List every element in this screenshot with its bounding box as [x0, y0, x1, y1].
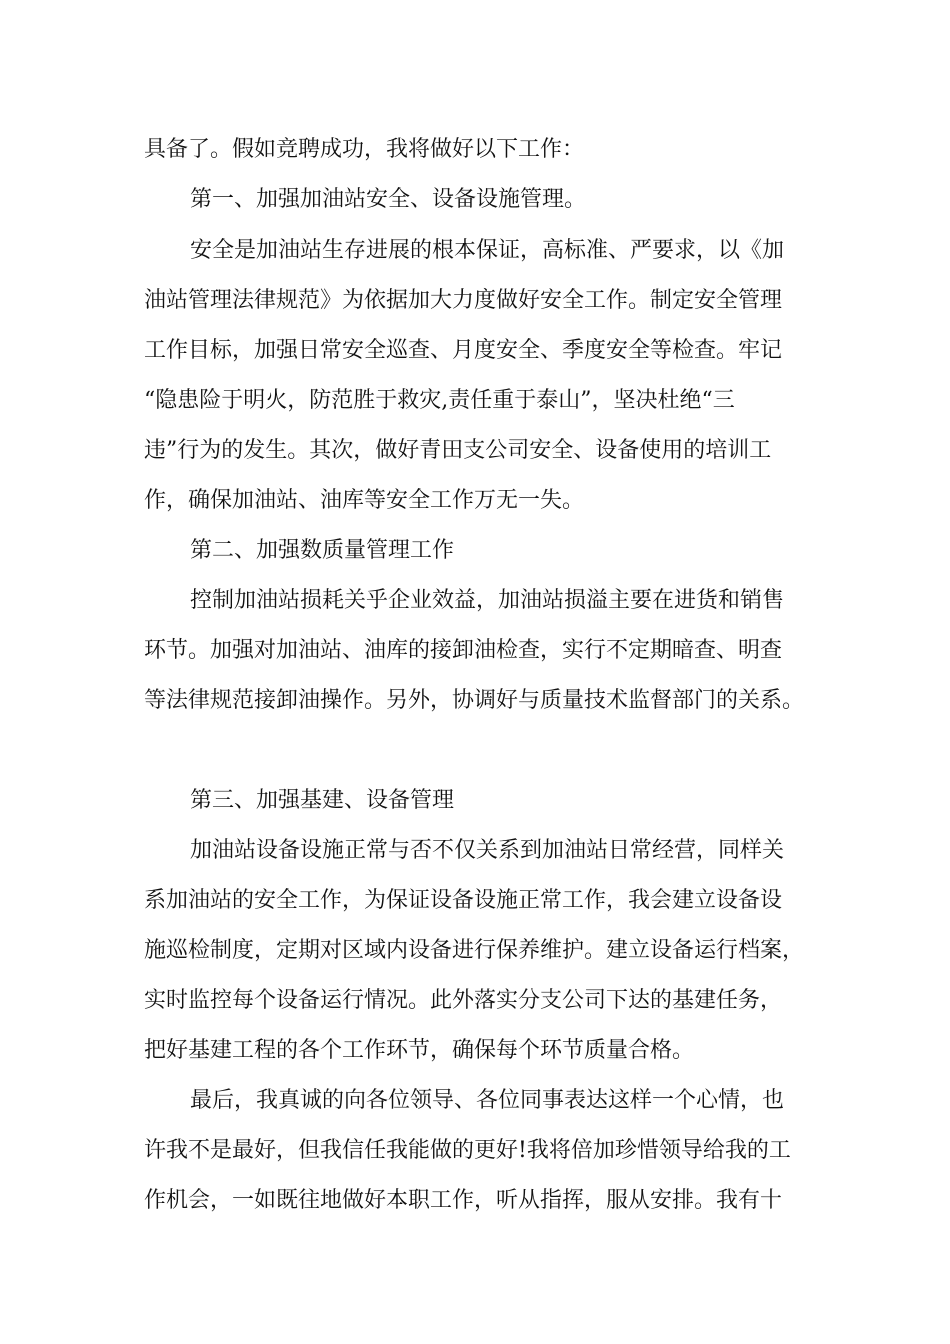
text-line: 加油站设备设施正常与否不仅关系到加油站日常经营，同样关 — [190, 838, 785, 863]
text-line: 工作目标，加强日常安全巡查、月度安全、季度安全等检查。牢记 — [144, 338, 783, 363]
section-heading: 第一、加强加油站安全、设备设施管理。 — [190, 187, 587, 212]
text-line: 作，确保加油站、油库等安全工作万无一失。 — [144, 488, 585, 513]
text-line: 施巡检制度，定期对区域内设备进行保养维护。建立设备运行档案， — [144, 938, 805, 963]
text-line: 安全是加油站生存进展的根本保证，高标准、严要求，以《加 — [190, 238, 785, 263]
section-heading: 第二、加强数质量管理工作 — [190, 538, 455, 563]
text-line: 等法律规范接卸油操作。另外，协调好与质量技术监督部门的关系。 — [144, 688, 805, 713]
text-line: 油站管理法律规范》为依据加大力度做好安全工作。制定安全管理 — [144, 288, 783, 313]
text-line: 具备了。假如竞聘成功，我将做好以下工作： — [144, 137, 585, 162]
text-line: “隐患险于明火，防范胜于救灾,责任重于泰山”，坚决杜绝“三 — [144, 388, 735, 413]
text-line: 实时监控每个设备运行情况。此外落实分支公司下达的基建任务， — [144, 988, 783, 1013]
text-line: 许我不是最好，但我信任我能做的更好!我将倍加珍惜领导给我的工 — [144, 1138, 791, 1163]
section-heading: 第三、加强基建、设备管理 — [190, 788, 455, 813]
text-line: 控制加油站损耗关乎企业效益，加油站损溢主要在进货和销售 — [190, 588, 785, 613]
text-line: 把好基建工程的各个工作环节，确保每个环节质量合格。 — [144, 1038, 695, 1063]
text-line: 违”行为的发生。其次，做好青田支公司安全、设备使用的培训工 — [144, 438, 772, 463]
text-line: 系加油站的安全工作，为保证设备设施正常工作，我会建立设备设 — [144, 888, 783, 913]
text-line: 环节。加强对加油站、油库的接卸油检查，实行不定期暗查、明查 — [144, 638, 783, 663]
text-line: 作机会，一如既往地做好本职工作，听从指挥，服从安排。我有十 — [144, 1188, 783, 1213]
text-line: 最后，我真诚的向各位领导、各位同事表达这样一个心情，也 — [190, 1088, 785, 1113]
